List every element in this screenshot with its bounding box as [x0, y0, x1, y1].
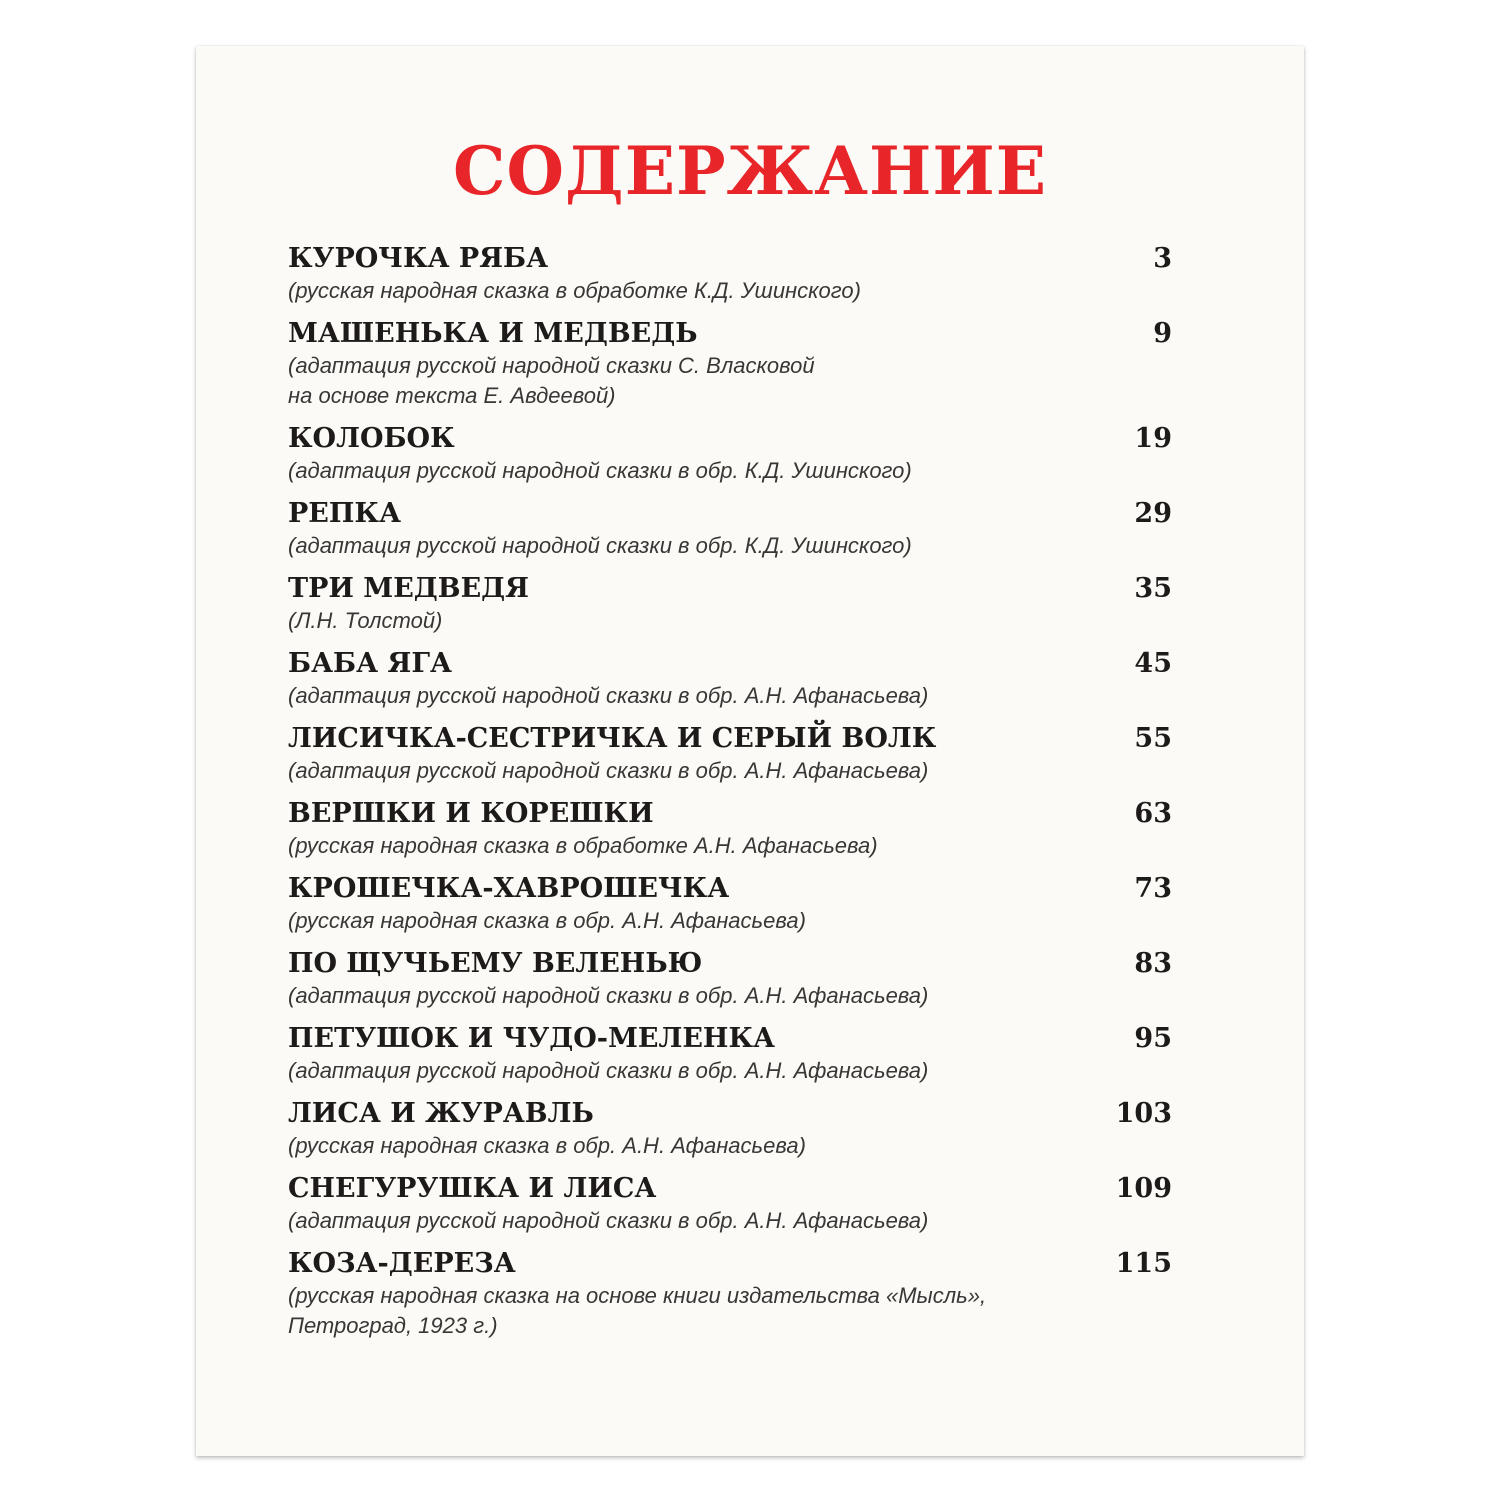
toc-entry[interactable]	[288, 317, 1172, 411]
toc-entry-title: ВЕРШКИ И КОРЕШКИ	[288, 798, 654, 829]
toc-entry-note: (адаптация русской народной сказки в обр. А.Н. Афанасьева)	[288, 758, 929, 783]
toc-entry-page: 95	[1134, 1023, 1172, 1054]
toc-entry[interactable]	[288, 242, 1172, 306]
toc-entry-page: 3	[1153, 243, 1172, 274]
toc-entry-page: 83	[1134, 948, 1172, 979]
toc-entry[interactable]	[288, 1172, 1172, 1236]
toc-entry-title: КОЛОБОК	[288, 423, 455, 454]
toc-entry-note: (адаптация русской народной сказки в обр. А.Н. Афанасьева)	[288, 1058, 929, 1083]
toc-entry-page: 103	[1115, 1098, 1172, 1129]
toc-entry-note: (адаптация русской народной сказки в обр. А.Н. Афанасьева)	[288, 1208, 929, 1233]
toc-entry[interactable]	[288, 947, 1172, 1011]
toc-entry-title: ЛИСА И ЖУРАВЛЬ	[288, 1098, 594, 1129]
book-page	[196, 46, 1304, 1456]
toc-entry[interactable]	[288, 1097, 1172, 1161]
toc-entry[interactable]	[288, 872, 1172, 936]
toc-entry-title: КРОШЕЧКА-ХАВРОШЕЧКА	[288, 873, 730, 904]
toc-entry-note: (адаптация русской народной сказки в обр. А.Н. Афанасьева)	[288, 983, 929, 1008]
toc-entry[interactable]	[288, 422, 1172, 486]
toc-entry-page: 109	[1115, 1173, 1172, 1204]
toc-entry-note: (русская народная сказка на основе книги издательства «Мысль»,	[288, 1283, 987, 1308]
toc-entry-note-continued: на основе текста Е. Авдеевой)	[288, 383, 616, 408]
toc-entry[interactable]	[288, 1247, 1172, 1341]
toc-entry-title: ПЕТУШОК И ЧУДО-МЕЛЕНКА	[288, 1023, 775, 1054]
toc-entry-title: КУРОЧКА РЯБА	[288, 243, 549, 274]
toc-entry-note: (адаптация русской народной сказки С. Власковой	[288, 353, 815, 378]
toc-entry-page: 9	[1153, 318, 1172, 349]
toc-entry-page: 19	[1134, 423, 1172, 454]
toc-entry-page: 35	[1134, 573, 1172, 604]
toc-entry-page: 73	[1134, 873, 1172, 904]
toc-entry-note: (адаптация русской народной сказки в обр. А.Н. Афанасьева)	[288, 683, 929, 708]
toc-entry-note: (русская народная сказка в обр. А.Н. Афанасьева)	[288, 1133, 806, 1158]
toc-entry-page: 55	[1134, 723, 1172, 754]
toc-entry-title: ПО ЩУЧЬЕМУ ВЕЛЕНЬЮ	[288, 948, 703, 979]
toc-entry[interactable]	[288, 647, 1172, 711]
toc-entry-title: РЕПКА	[288, 498, 401, 529]
toc-entry[interactable]	[288, 797, 1172, 861]
toc-entry-page: 29	[1134, 498, 1172, 529]
toc-entry-title: ТРИ МЕДВЕДЯ	[288, 573, 529, 604]
toc-entry[interactable]	[288, 1022, 1172, 1086]
toc-entry[interactable]	[288, 572, 1172, 636]
toc-entry-note: (русская народная сказка в обр. А.Н. Афанасьева)	[288, 908, 806, 933]
toc-entry-note: (адаптация русской народной сказки в обр. К.Д. Ушинского)	[288, 458, 912, 483]
toc-entry-title: КОЗА-ДЕРЕЗА	[288, 1248, 516, 1279]
toc-entry[interactable]	[288, 497, 1172, 561]
page-title: СОДЕРЖАНИЕ	[452, 132, 1047, 210]
toc-entry[interactable]	[288, 722, 1172, 786]
toc-entry-title: БАБА ЯГА	[288, 648, 452, 679]
toc-entry-page: 115	[1115, 1248, 1172, 1279]
toc-entry-note: (русская народная сказка в обработке А.Н. Афанасьева)	[288, 833, 878, 858]
toc-entry-page: 45	[1134, 648, 1172, 679]
toc-entry-title: СНЕГУРУШКА И ЛИСА	[288, 1173, 657, 1204]
toc-entry-note: (русская народная сказка в обработке К.Д. Ушинского)	[288, 278, 861, 303]
toc-entry-note: (Л.Н. Толстой)	[288, 608, 443, 633]
toc-entry-title: МАШЕНЬКА И МЕДВЕДЬ	[288, 318, 698, 349]
toc-entry-note-continued: Петроград, 1923 г.)	[288, 1313, 498, 1338]
toc-entry-page: 63	[1134, 798, 1172, 829]
toc-entry-note: (адаптация русской народной сказки в обр. К.Д. Ушинского)	[288, 533, 912, 558]
toc-entry-title: ЛИСИЧКА-СЕСТРИЧКА И СЕРЫЙ ВОЛК	[288, 723, 937, 754]
table-of-contents	[288, 242, 1172, 1352]
